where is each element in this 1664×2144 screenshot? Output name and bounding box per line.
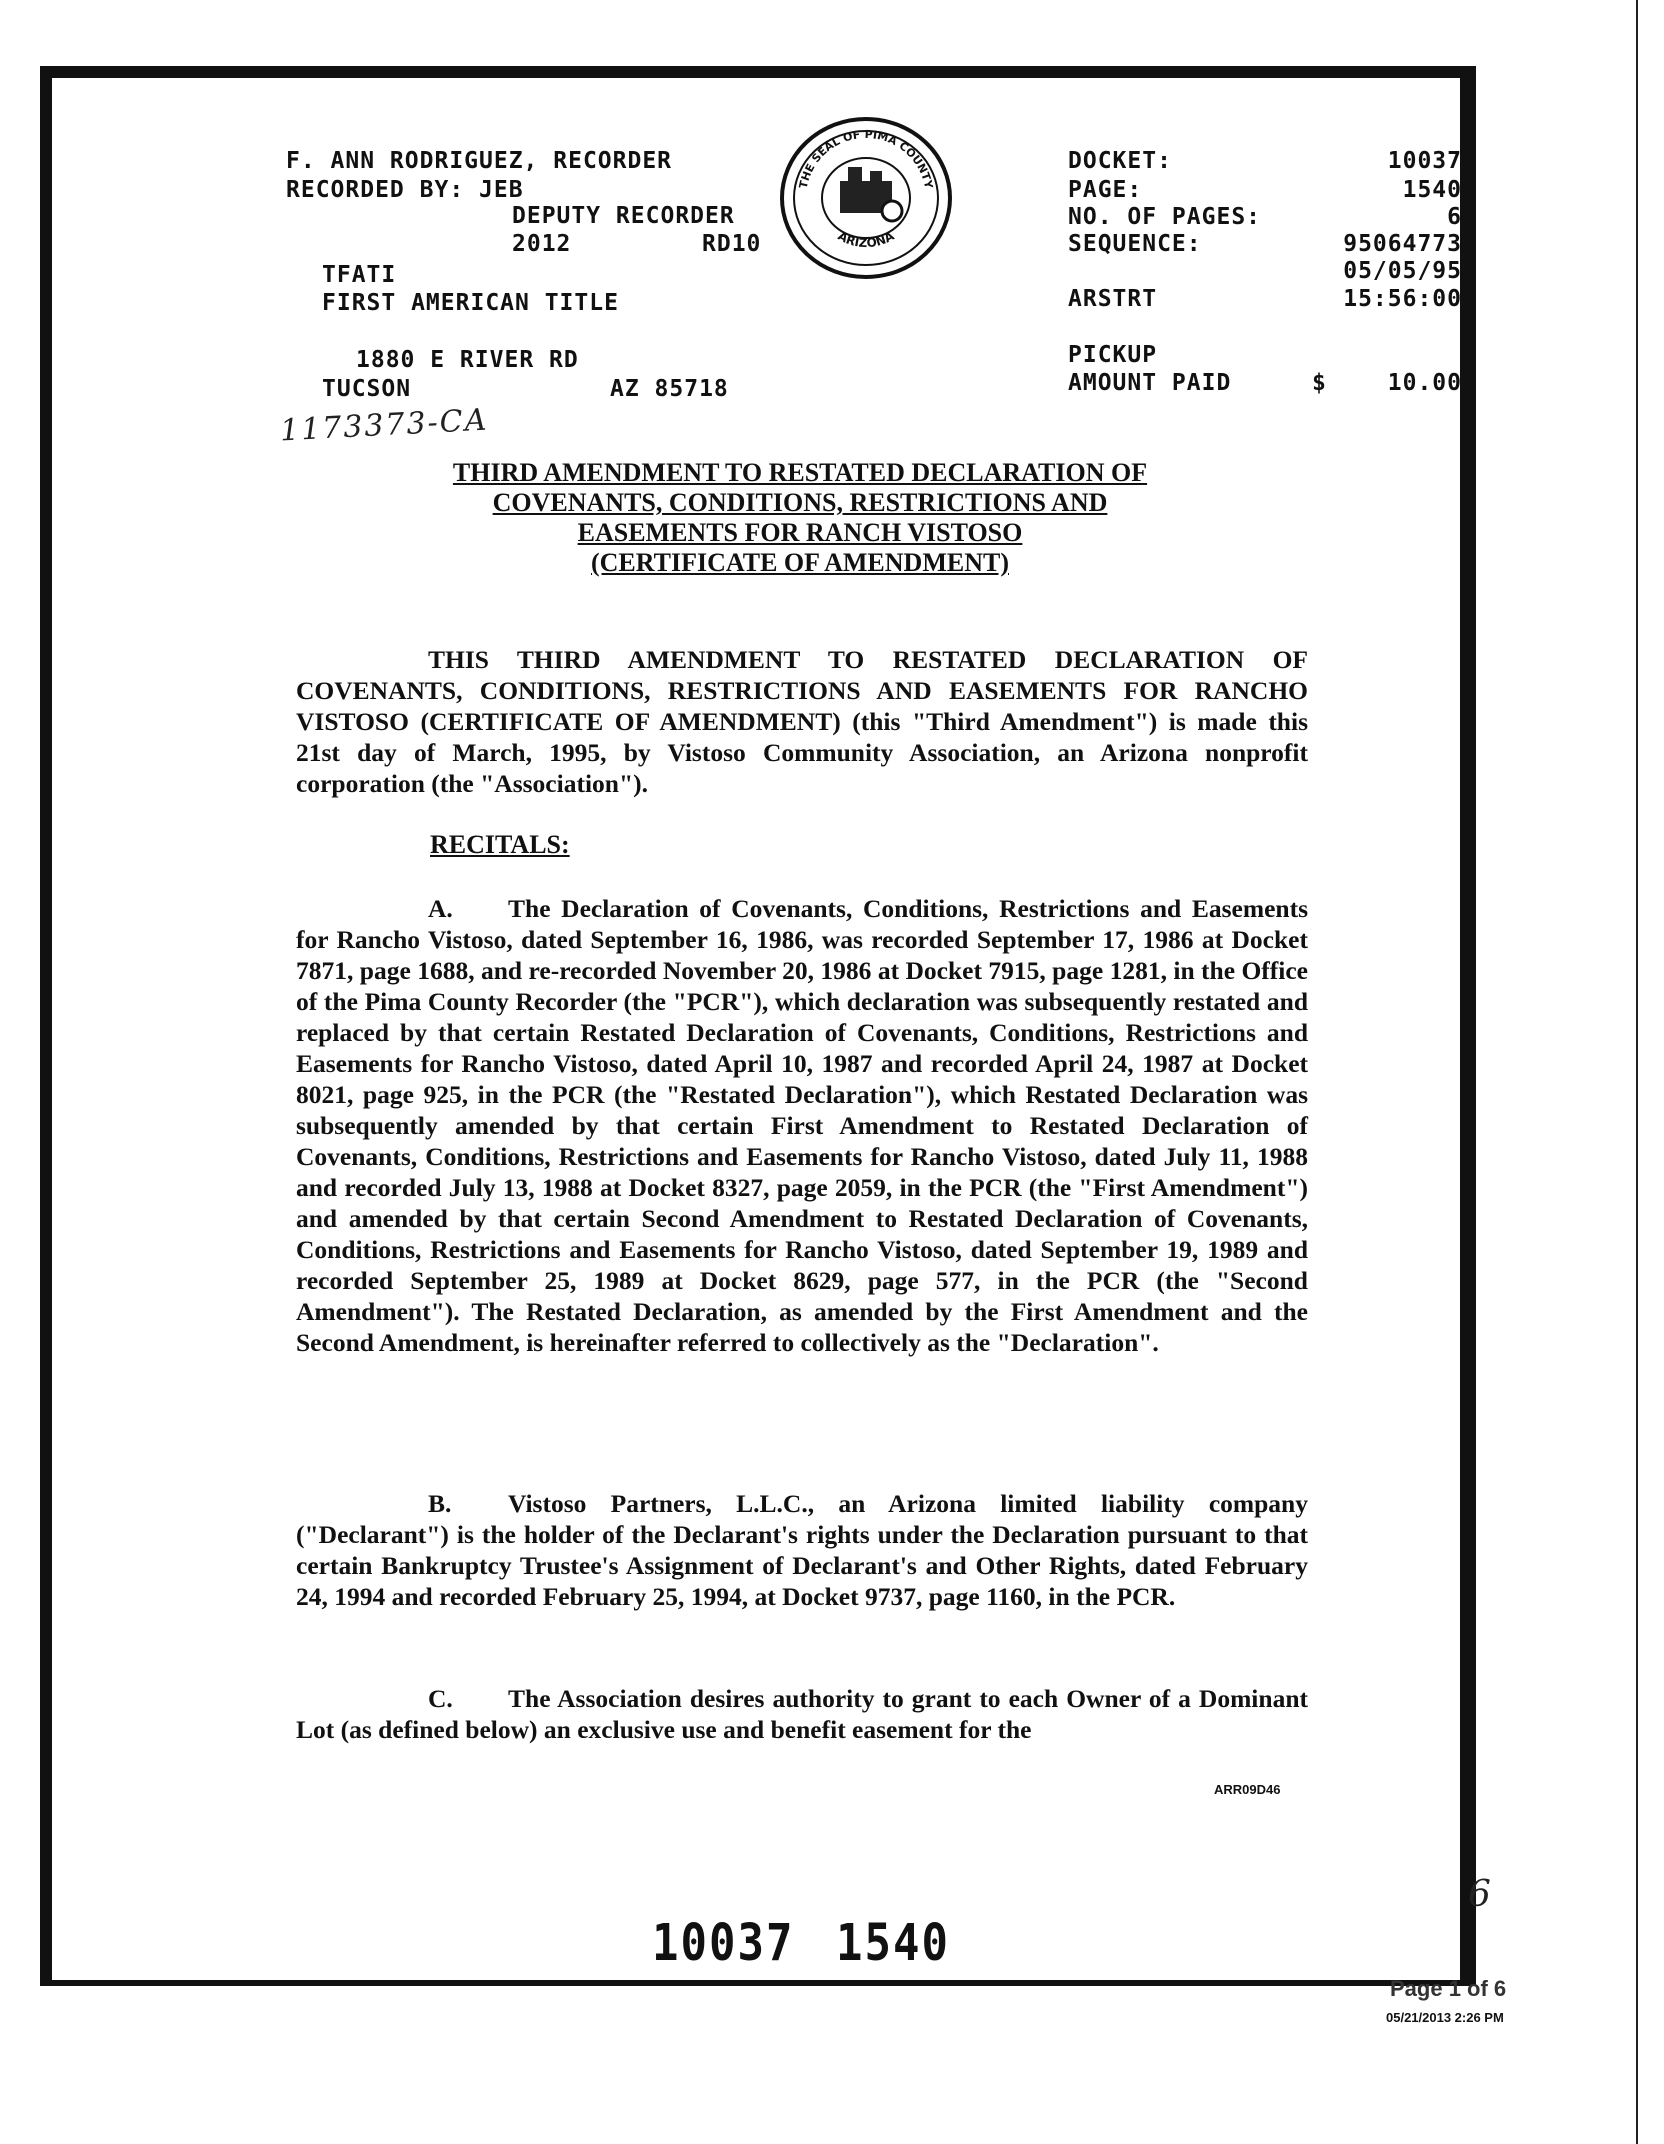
page-label: PAGE: <box>1068 177 1143 203</box>
deputy-recorder: DEPUTY RECORDER <box>512 203 735 229</box>
docket-label: DOCKET: <box>1068 148 1172 174</box>
pima-county-seal-icon <box>778 115 954 281</box>
title-line: EASEMENTS FOR RANCH VISTOSO <box>577 518 1023 547</box>
code-left: 2012 <box>512 231 572 257</box>
recital-b <box>296 1488 1308 1612</box>
seal-bottom-text: ARIZONA <box>835 228 897 251</box>
tfati-label: TFATI <box>322 262 397 288</box>
docket-value: 10037 <box>1387 148 1462 174</box>
document-title <box>300 458 1300 578</box>
pages-label: NO. OF PAGES: <box>1068 204 1262 230</box>
recorded-by: RECORDED BY: JEB <box>286 177 524 203</box>
company-name: FIRST AMERICAN TITLE <box>322 290 619 316</box>
recorded-date: 05/05/95 <box>1343 258 1462 284</box>
title-line: (CERTIFICATE OF AMENDMENT) <box>591 548 1009 577</box>
handwritten-reference: 1173373-CA <box>279 402 490 449</box>
recitals-heading: RECITALS: <box>430 830 570 859</box>
recorder-name: F. ANN RODRIGUEZ, RECORDER <box>286 148 673 174</box>
street-address: 1880 E RIVER RD <box>356 347 579 373</box>
pages-value: 6 <box>1447 204 1462 230</box>
type-label: ARSTRT <box>1068 286 1158 312</box>
handwritten-mark: 6 <box>1468 1874 1491 1915</box>
city: TUCSON <box>322 376 412 402</box>
svg-text:ARIZONA <box>836 228 898 250</box>
amount-label: AMOUNT PAID <box>1068 370 1232 396</box>
recital-label: C. <box>428 1684 453 1713</box>
recital-text: The Association desires authority to grant to each Owner of a Dominant Lot (as defined below) an exclusive use and benefit easement for the <box>296 1684 1308 1744</box>
recital-label: B. <box>428 1489 452 1518</box>
amount-value: 10.00 <box>1387 370 1462 396</box>
seal-top-text: THE SEAL OF PIMA COUNTY <box>796 127 936 190</box>
sequence-label: SEQUENCE: <box>1068 231 1202 257</box>
title-line: THIRD AMENDMENT TO RESTATED DECLARATION OF <box>452 458 1148 487</box>
page-counter: Page 1 of 6 <box>1390 1976 1507 2001</box>
recital-text: The Declaration of Covenants, Conditions, Restrictions and Easements for Rancho Vistoso, dated September 16, 1986, was recorded September 17, 1986 at Docket 7871, page 1688, and re-recorded November 20, 1986 at Docket 7915, page 1281, in the Office of the Pima County Recorder (the "PCR"), which declaration was subsequently restated and replaced by that certain Restated Declaration of Covenants, Conditions, Restrictions and Easements for Rancho Vistoso, dated April 10, 1987 and recorded April 24, 1987 at Docket 8021, page 925, in the PCR (the "Restated Declaration"), which Restated Declaration was subsequently amended by that certain First Amendment to Restated Declaration of Covenants, Conditions, Restrictions and Easements for Rancho Vistoso, dated July 11, 1988 and recorded July 13, 1988 at Docket 8327, page 2059, in the PCR (the "First Amendment") and amended by that certain Second Amendment to Restated Declaration of Covenants, Conditions, Restrictions and Easements for Rancho Vistoso, dated September 19, 1989 and recorded September 25, 1989 at Docket 8629, page 577, in the PCR (the "Second Amendment"). The Restated Declaration, as amended by the First Amendment and the Second Amendment, is hereinafter referred to collectively as the "Declaration". <box>296 894 1308 1357</box>
recital-label: A. <box>428 894 453 923</box>
page-value: 1540 <box>1402 177 1462 203</box>
recital-a <box>296 893 1308 1358</box>
recorded-time: 15:56:00 <box>1343 286 1462 312</box>
document-code: ARR09D46 <box>1214 1782 1281 1797</box>
title-line: COVENANTS, CONDITIONS, RESTRICTIONS AND <box>492 488 1108 517</box>
print-timestamp: 05/21/2013 2:26 PM <box>1386 2010 1504 2025</box>
state-zip: AZ 85718 <box>610 376 729 402</box>
stamp-page: 1540 <box>836 1914 950 1973</box>
pickup-label: PICKUP <box>1068 342 1158 368</box>
stamp-docket: 10037 <box>652 1914 795 1973</box>
amount-currency: $ <box>1312 370 1327 396</box>
recital-c <box>296 1683 1308 1745</box>
scan-edge-line <box>1636 0 1638 2144</box>
intro-paragraph: THIS THIRD AMENDMENT TO RESTATED DECLARATION OF COVENANTS, CONDITIONS, RESTRICTIONS AND EASEMENTS FOR RANCHO VISTOSO (CERTIFICATE OF AMENDMENT) (this "Third Amendment") is made this 21st day of March, 1995, by Vistoso Community Association, an Arizona nonprofit corporation (the "Association"). <box>296 645 1308 798</box>
recital-text: Vistoso Partners, L.L.C., an Arizona limited liability company ("Declarant") is the holder of the Declarant's rights under the Declaration pursuant to that certain Bankruptcy Trustee's Assignment of Declarant's and Other Rights, dated February 24, 1994 and recorded February 25, 1994, at Docket 9737, page 1160, in the PCR. <box>296 1489 1308 1611</box>
sequence-value: 95064773 <box>1343 231 1462 257</box>
code-right: RD10 <box>702 231 762 257</box>
